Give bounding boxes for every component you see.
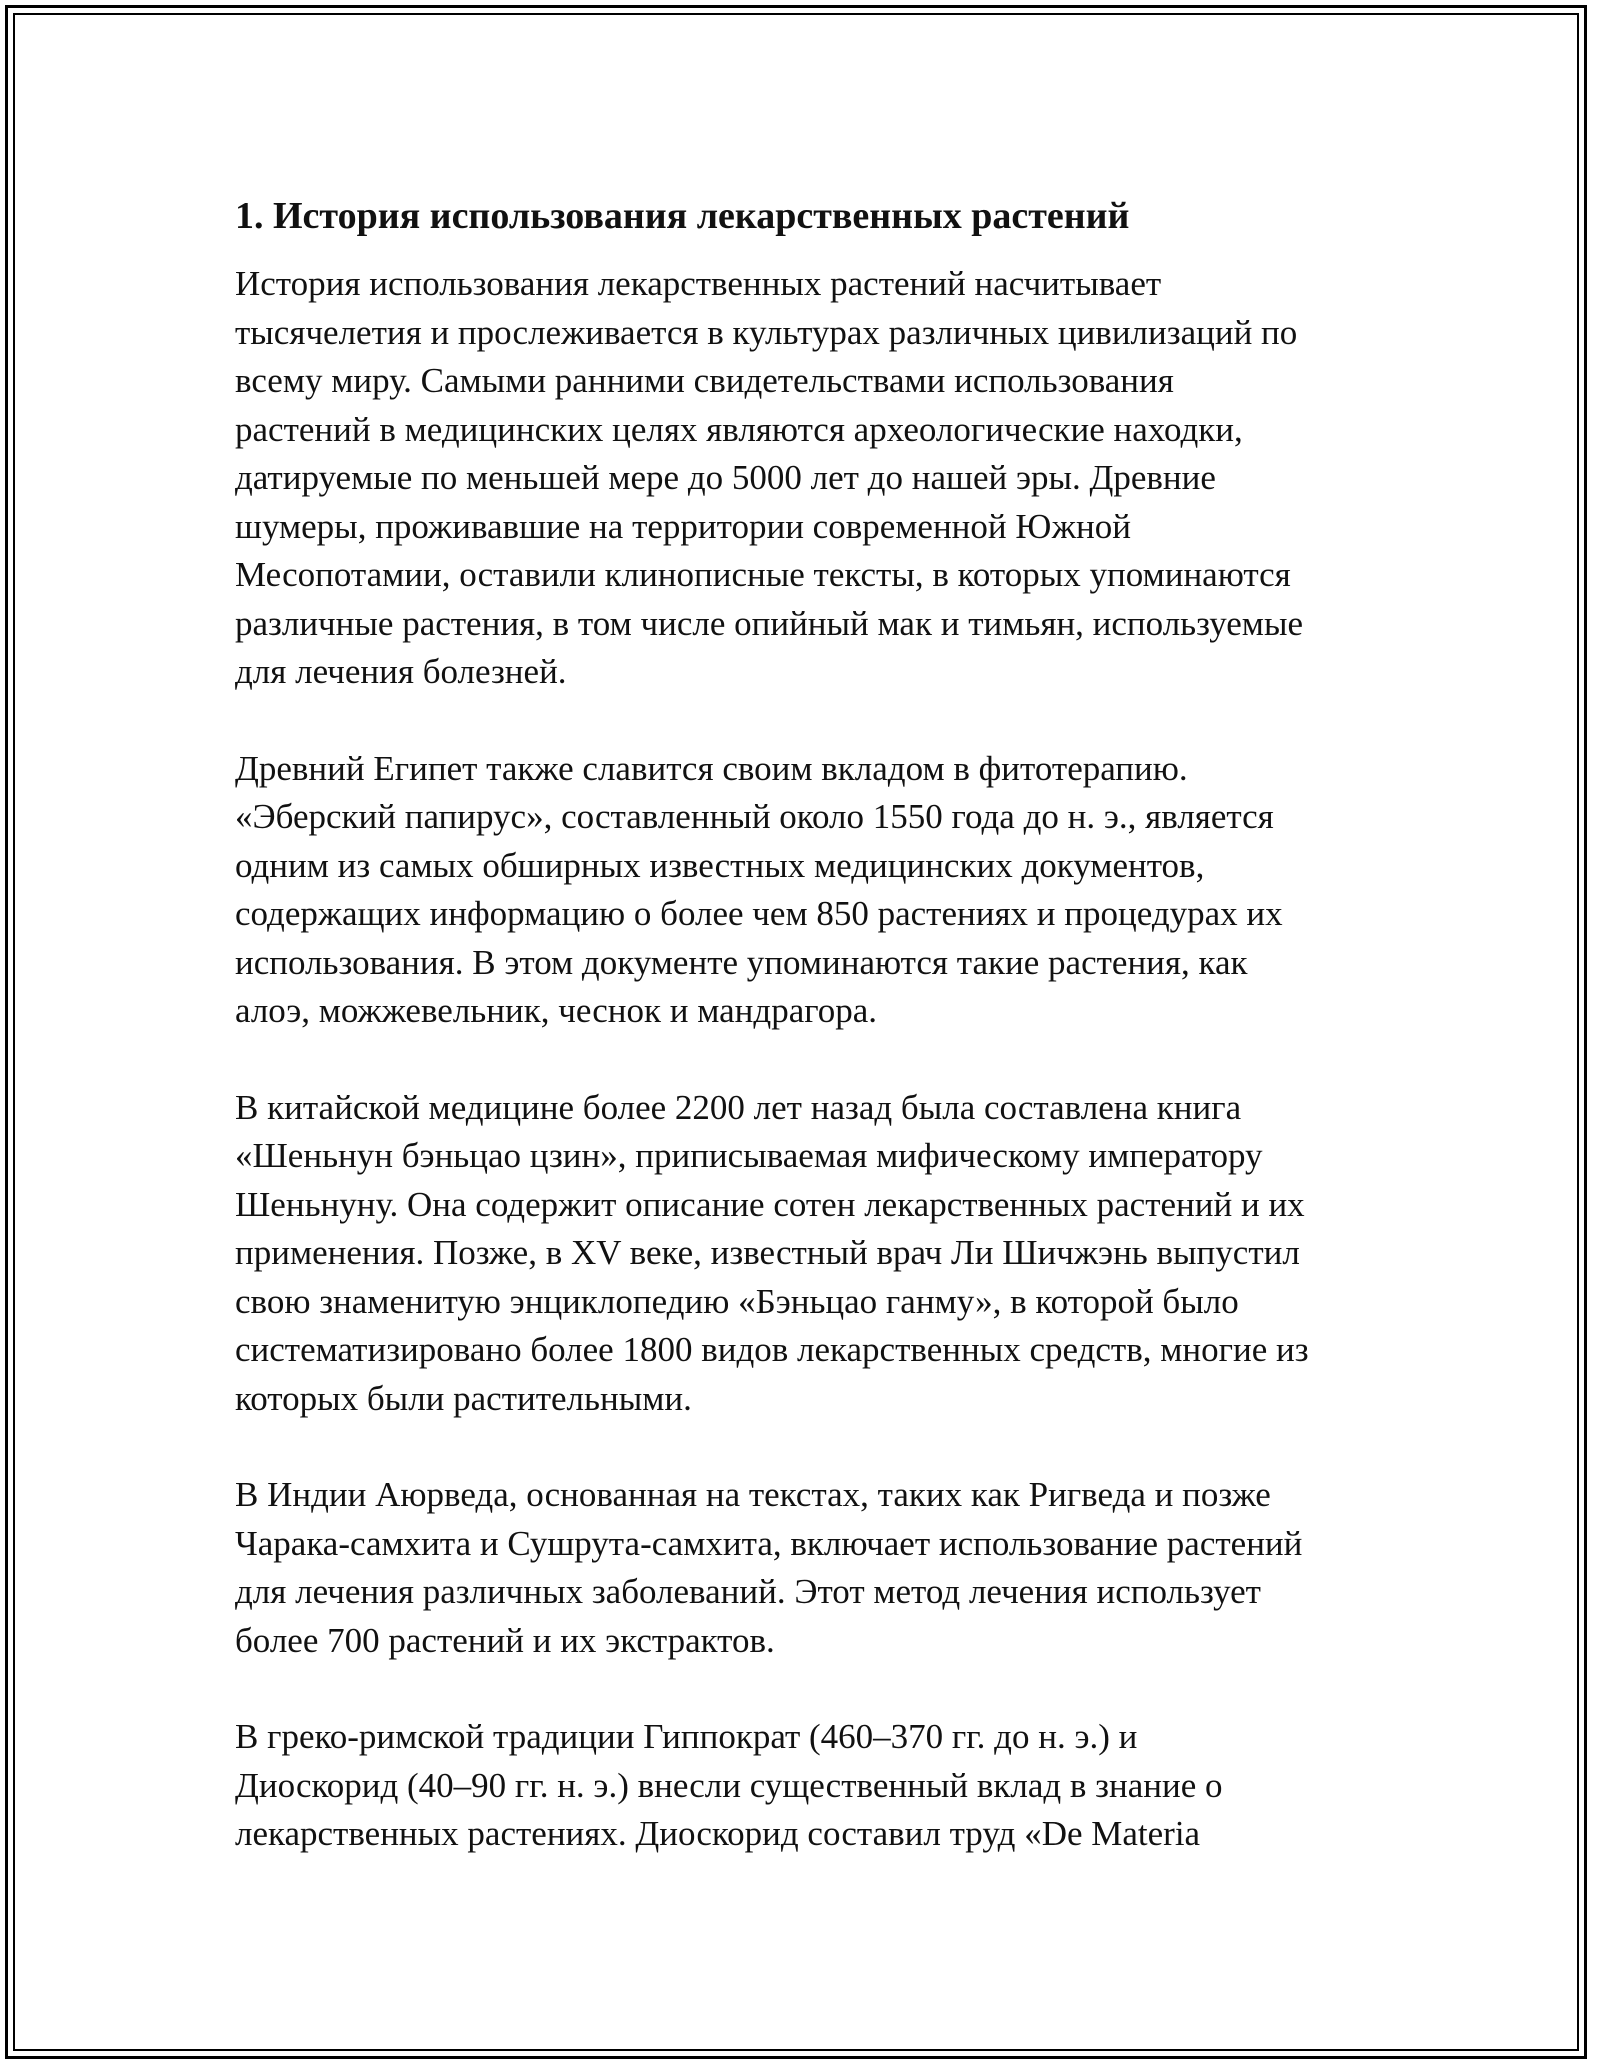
text-line: всему миру. Самыми ранними свидетельствами использования: [235, 361, 1174, 400]
text-line: применения. Позже, в XV веке, известный врач Ли Шичжэнь выпустил: [235, 1233, 1300, 1272]
text-line: тысячелетия и прослеживается в культурах различных цивилизаций по: [235, 312, 1298, 352]
text-line: содержащих информацию о более чем 850 растениях и процедурах их: [235, 894, 1283, 933]
text-line: шумеры, проживавшие на территории современной Южной: [235, 506, 1131, 546]
text-line: для лечения болезней.: [235, 652, 567, 691]
text-line: Чарака-самхита и Сушрута-самхита, включает использование растений: [235, 1523, 1303, 1563]
text-line: датируемые по меньшей мере до 5000 лет до нашей эры. Древние: [235, 458, 1216, 497]
text-line: систематизировано более 1800 видов лекарственных средств, многие из: [235, 1330, 1309, 1369]
text-line: более 700 растений и их экстрактов.: [235, 1620, 775, 1660]
text-line: «Эберский папирус», составленный около 1550 года до н. э., является: [235, 797, 1274, 836]
paragraph-india: [235, 1471, 1365, 1665]
text-line: свою знаменитую энциклопедию «Бэньцао ганму», в которой было: [235, 1281, 1239, 1321]
text-line: одним из самых обширных известных медицинских документов,: [235, 845, 1205, 885]
document-body: [235, 190, 1365, 1907]
text-line: Диоскорид (40–90 гг. н. э.) внесли существенный вклад в знание о: [235, 1765, 1223, 1805]
text-line: алоэ, можжевельник, чеснок и мандрагора.: [235, 991, 878, 1030]
text-line: В Индии Аюрведа, основанная на текстах, таких как Ригведа и позже: [235, 1475, 1271, 1514]
text-line: лекарственных растениях. Диоскорид составил труд «De Materia: [235, 1814, 1201, 1853]
text-line: растений в медицинских целях являются археологические находки,: [235, 409, 1243, 449]
text-line: «Шеньнун бэньцао цзин», приписываемая мифическому императору: [235, 1136, 1263, 1175]
text-line: для лечения различных заболеваний. Этот метод лечения использует: [235, 1572, 1261, 1611]
text-line: которых были растительными.: [235, 1378, 692, 1418]
section-heading: 1. История использования лекарственных растений: [235, 195, 1130, 237]
text-line: В греко-римской традиции Гиппократ (460–370 гг. до н. э.) и: [235, 1717, 1138, 1756]
paragraph-greco-roman: [235, 1713, 1365, 1859]
paragraph-china: [235, 1084, 1365, 1424]
text-line: Месопотамии, оставили клинописные тексты, в которых упоминаются: [235, 555, 1291, 594]
text-line: использования. В этом документе упоминаются такие растения, как: [235, 942, 1248, 982]
text-line: В китайской медицине более 2200 лет назад была составлена книга: [235, 1087, 1242, 1127]
text-line: Шеньнуну. Она содержит описание сотен лекарственных растений и их: [235, 1184, 1305, 1224]
paragraph-sumer: [235, 260, 1365, 697]
text-line: История использования лекарственных растений насчитывает: [235, 264, 1162, 303]
text-line: Древний Египет также славится своим вкладом в фитотерапию.: [235, 748, 1188, 788]
text-line: различные растения, в том числе опийный мак и тимьян, используемые: [235, 603, 1303, 643]
paragraph-egypt: [235, 745, 1365, 1036]
